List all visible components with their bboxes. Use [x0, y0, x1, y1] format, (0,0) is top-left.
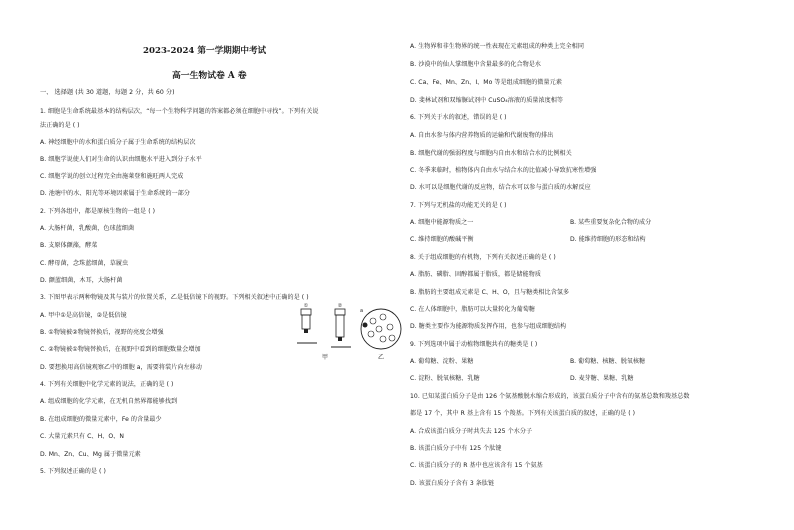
q10-option-c: C. 该蛋白质分子的 R 基中也应该含有 15 个氨基: [410, 462, 543, 469]
objective-1-cap: [301, 309, 311, 315]
q4-option-c: C. 大量元素只有 C、H、O、N: [40, 433, 124, 440]
question-1-stem-cont: 法正确的是 ( ): [40, 122, 80, 129]
cell: [368, 331, 374, 337]
cell: [380, 336, 386, 342]
cell-a: [363, 323, 368, 328]
q9-option-a: A. 葡萄糖、淀粉、果糖: [410, 358, 474, 365]
objective-2-body: [336, 315, 344, 337]
question-4-stem: 4. 下列有关细胞中化学元素的说法，正确的是 ( ): [40, 381, 174, 388]
section-heading: 一、 选择题 (共 30 道题，每题 2 分，共 60 分): [40, 89, 175, 96]
cell: [370, 318, 376, 324]
cell: [387, 324, 393, 330]
q3-option-d: D. 要想换用高倍镜观察乙中的细胞 a，需要将装片向左移动: [40, 364, 202, 371]
q8-option-c: C. 在人体细胞中，脂肪可以大量转化为葡萄糖: [410, 306, 536, 313]
q6-option-a: A. 自由水参与体内营养物质的运输和代谢废物的排出: [410, 132, 554, 139]
q5-option-b: B. 沙漠中的仙人掌细胞中含量最多的化合物是水: [410, 61, 542, 68]
q1-option-b: B. 细胞学说使人们对生命的认识由细胞水平进入到分子水平: [40, 156, 202, 163]
q4-option-d: D. Mn、Zn、Cu、Mg 属于微量元素: [40, 451, 141, 458]
q10-option-d: D. 该蛋白质分子含有 3 条肽链: [410, 480, 495, 487]
q1-option-a: A. 神经细胞中的水和蛋白质分子属于生命系统的结构层次: [40, 139, 196, 146]
cell-a-label: a: [360, 308, 364, 314]
q1-option-c: C. 细胞学说的创立过程完全由施莱登和施旺两人完成: [40, 173, 184, 180]
q7-option-c: C. 维持细胞的酸碱平衡: [410, 236, 474, 243]
q4-option-b: B. 在组成细胞的微量元素中，Fe 的含量最少: [40, 416, 162, 423]
cell: [380, 314, 386, 320]
question-2-stem: 2. 下列各组中，都是原核生物的一组是 ( ): [40, 208, 156, 215]
q2-option-b: B. 支原体颤藻，酵菜: [40, 242, 98, 249]
q2-option-c: C. 酵母菌，念珠蓝细菌，草履虫: [40, 260, 129, 267]
q10-option-a: A. 合成该蛋白质分子时共失去 125 个水分子: [410, 428, 533, 435]
q10-option-b: B. 该蛋白质分子中有 125 个肽键: [410, 445, 502, 452]
q5-option-c: C. Ca、Fe、Mn、Zn、I、Mo 等是组成细胞的微量元素: [410, 79, 562, 86]
q9-option-c: C. 淀粉、脱氧核糖、乳糖: [410, 375, 480, 382]
q5-option-d: D. 斐林试剂和双缩脲试剂中 CuSO₄溶液的质量浓度相等: [410, 97, 564, 104]
microscope-figure: [295, 303, 405, 361]
q9-option-b: B. 葡萄糖、核糖、脱氧核糖: [570, 358, 646, 365]
q6-option-c: C. 冬季来临时，植物体内自由水与结合水的比值减小导致抗寒性增强: [410, 167, 597, 174]
question-10-stem-cont: 都是 17 个，其中 R 基上含有 15 个羧基。下列有关该蛋白质的叙述，正确的是 ( ): [410, 410, 636, 417]
q9-option-d: D. 麦芽糖、果糖、乳糖: [570, 375, 634, 382]
q3-option-a: A. 甲中①是高倍镜，②是低倍镜: [40, 312, 127, 319]
exam-subtitle: 高一生物试卷 A 卷: [172, 71, 247, 81]
q3-option-c: C. ②物镜被①物镜替换后，在视野中看到的细胞数量会增加: [40, 346, 201, 353]
figure-label-jia: 甲: [321, 354, 329, 361]
objective-1-lens: [304, 329, 308, 333]
objective-2-lens: [338, 337, 342, 341]
q3-option-b: B. ①物镜被②物镜替换后，视野的亮度会增强: [40, 329, 164, 336]
q7-option-a: A. 细胞中能源物质之一: [410, 219, 474, 226]
question-3-stem: 3. 下图甲表示两种物镜及其与装片的位置关系，乙是低倍镜下的视野。下列相关叙述中正确的是 ( ): [40, 294, 309, 301]
q7-option-b: B. 某些重要复杂化合物的成分: [570, 219, 652, 226]
question-6-stem: 6. 下列关于水的叙述，错误的是 ( ): [410, 114, 507, 121]
q8-option-a: A. 脂肪、磷脂、固醇都属于脂质，都是储能物质: [410, 271, 541, 278]
question-9-stem: 9. 下列选项中属于动植物细胞共有的糖类是 ( ): [410, 341, 538, 348]
question-1-stem: 1. 细胞是生命系统最基本的结构层次，“每一个生物科学问题的答案都必须在细胞中寻找”。下列有关说: [40, 108, 319, 115]
q1-option-d: D. 池塘中的水、阳光等环境因素属于生命系统的一部分: [40, 190, 191, 197]
q5-option-a: A. 生物界和非生物界的统一性表现在元素组成的种类上完全相同: [410, 43, 584, 50]
q6-option-b: B. 细胞代谢的强弱程度与细胞内自由水和结合水的比例相关: [410, 150, 572, 157]
objective-1-number: ①: [303, 303, 309, 309]
question-7-stem: 7. 下列与无机盐的功能无关的是 ( ): [410, 202, 507, 209]
cell: [376, 326, 382, 332]
objective-2-cap: [335, 309, 345, 315]
question-8-stem: 8. 关于组成细胞的有机物，下列有关叙述正确的是 ( ): [410, 254, 556, 261]
figure-label-yi: 乙: [377, 354, 385, 361]
exam-title: 2023-2024 第一学期期中考试: [143, 46, 267, 56]
q8-option-b: B. 脂肪的主要组成元素是 C、H、O，且与糖类相比含氢多: [410, 289, 570, 296]
question-10-stem: 10. 已知某蛋白质分子是由 126 个氨基酸脱水缩合形成的，该蛋白质分子中含有的氨基总数和羧基总数: [410, 393, 690, 400]
objective-2-number: ②: [337, 303, 343, 309]
q2-option-a: A. 大肠杆菌，乳酸菌，色球蓝细菌: [40, 225, 135, 232]
objective-1-body: [302, 315, 310, 329]
q7-option-d: D. 能维持细胞的形态和结构: [570, 236, 646, 243]
q6-option-d: D. 水可以是细胞代谢的反应物，结合水可以参与蛋白质的水解反应: [410, 184, 591, 191]
q4-option-a: A. 组成细胞的化学元素，在无机自然界都能够找到: [40, 398, 178, 405]
q2-option-d: D. 颤蓝细菌，木耳，大肠杆菌: [40, 277, 123, 284]
question-5-stem: 5. 下列叙述正确的是 ( ): [40, 468, 106, 475]
cell: [389, 335, 395, 341]
q8-option-d: D. 糖类主要作为能源物质发挥作用，也参与组成细胞结构: [410, 323, 567, 330]
